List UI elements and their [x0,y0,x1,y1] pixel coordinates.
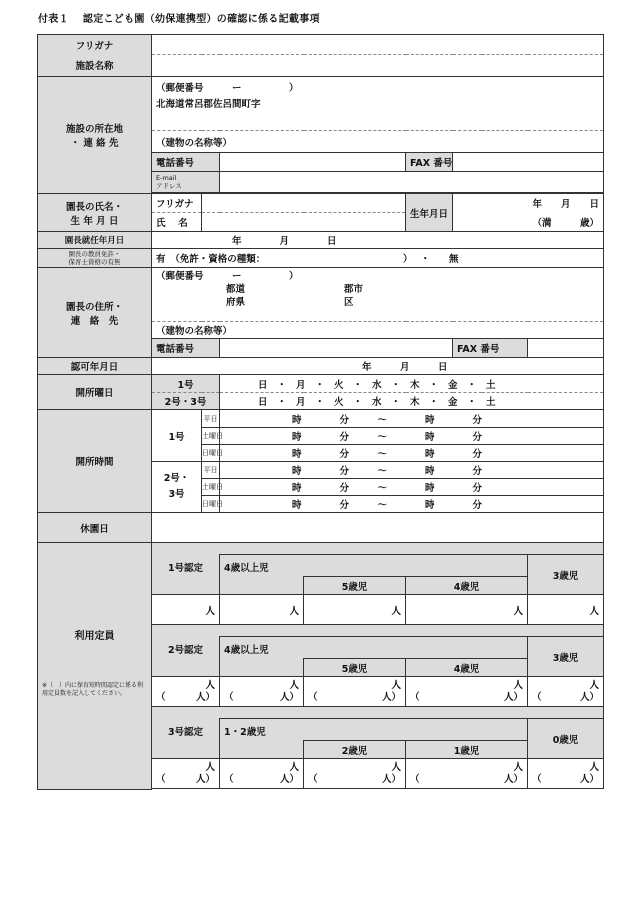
cert1-sub1-label: 5歳児 [304,577,406,595]
cert3-young-field[interactable]: 人 （ 人） [528,759,604,789]
facility-building-field[interactable]: （建物の名称等） [152,131,604,153]
facility-furigana-field[interactable] [152,35,604,55]
director-name-label: 園長の氏名・ 生 年 月 日 [38,194,152,232]
open-hours-label: 開所時間 [38,410,152,513]
hours-sunday-label-2: 日曜日 [202,496,220,513]
cert1-young-field[interactable]: 人 [528,595,604,625]
capacity-label-cell [38,543,152,790]
facility-name-field[interactable] [152,55,604,77]
hours-group2-saturday-field[interactable]: 時 分 ～ 時 分 [220,479,604,496]
director-home-label: 園長の住所・ 連 絡 先 [38,268,152,358]
cert3-group-spacer [220,741,304,759]
hours-group1-weekday-field[interactable]: 時 分 ～ 時 分 [220,410,604,428]
director-home-building-field[interactable]: （建物の名称等） [152,322,604,339]
cert3-sub1-field[interactable]: 人 （ 人） [304,759,406,789]
license-field[interactable]: 有 （免許・資格の種類： ） ・ 無 [152,249,604,268]
cert2-sub1-label: 5歳児 [304,659,406,677]
director-fax-label: FAX 番号 [453,339,528,358]
cert1-sub2-field[interactable]: 人 [406,595,528,625]
city-label: 郡市 区 [344,284,364,308]
cert2-young-field[interactable]: 人 （ 人） [528,677,604,707]
cert2-total-field[interactable]: 人 （ 人） [152,677,220,707]
capacity-spacer-3 [152,707,604,719]
cert2-group-field[interactable]: 人 （ 人） [220,677,304,707]
cert2-group-label: 4歳以上児 [220,637,528,659]
facility-address-label: 施設の所在地 ・ 連 絡 先 [38,77,152,194]
license-label: 園長の教員免許・ 保育士資格の有無 [38,249,152,268]
home-postal-line: （郵便番号 ー ） [156,271,299,282]
capacity-label: 利用定員 [74,631,115,642]
hours-group2-sunday-field[interactable]: 時 分 ～ 時 分 [220,496,604,513]
birth-date-label: 生年月日 [406,194,453,232]
cert3-young-label: 0歳児 [528,719,604,759]
cert3-sub2-field[interactable]: 人 （ 人） [406,759,528,789]
director-home-address-field[interactable] [152,268,604,322]
open-days-type23-label: 2号・3号 [152,393,220,410]
holidays-label: 休園日 [38,513,152,543]
cert1-sub2-label: 4歳児 [406,577,528,595]
facility-email-label: E-mail アドレス [152,172,220,193]
hours-group1-saturday-field[interactable]: 時 分 ～ 時 分 [220,428,604,445]
director-name-field[interactable] [202,213,406,232]
hours-group2-label: 2号・ 3号 [152,462,202,513]
cert2-label: 2号認定 [152,637,220,677]
facility-name-label: 施設名称 [38,55,152,77]
pref-label: 都道 府県 [226,284,246,308]
hours-weekday-label-2: 平日 [202,462,220,479]
birth-date-field[interactable]: 年 月 日 [453,194,604,213]
cert3-sub2-label: 1歳児 [406,741,528,759]
facility-email-field[interactable] [220,172,604,193]
capacity-spacer-1 [152,543,604,555]
director-age-field[interactable]: （満 歳） [453,213,604,232]
cert3-sub1-label: 2歳児 [304,741,406,759]
hours-group1-label: 1号 [152,410,202,462]
postal-code-line: （郵便番号 ー ） [156,83,299,94]
facility-address-field[interactable] [152,77,604,131]
capacity-note: ※（ ）内に保育短時間認定に係る利用定員数を記入してください。 [42,682,144,697]
cert2-young-label: 3歳児 [528,637,604,677]
director-furigana-label: フリガナ [152,194,202,213]
facility-tel-label: 電話番号 [152,153,220,172]
cert1-group-field[interactable]: 人 [220,595,304,625]
hours-group2-weekday-field[interactable]: 時 分 ～ 時 分 [220,462,604,479]
hours-group1-sunday-field[interactable]: 時 分 ～ 時 分 [220,445,604,462]
director-tel-field[interactable] [220,339,453,358]
cert2-sub2-label: 4歳児 [406,659,528,677]
furigana-label: フリガナ [38,35,152,55]
cert1-group-spacer [220,577,304,595]
pref-city-block [156,283,599,309]
capacity-spacer-2 [152,625,604,637]
open-days-label: 開所曜日 [38,375,152,410]
cert1-group-label: 4歳以上児 [220,555,528,577]
director-furigana-field[interactable] [202,194,406,213]
facility-fax-field[interactable] [453,153,604,172]
cert2-group-spacer [220,659,304,677]
cert3-group-label: 1・2歳児 [220,719,528,741]
tenure-date-label: 園長就任年月日 [38,232,152,249]
form-title [38,10,320,25]
form-heading: 認定こども園（幼保連携型）の確認に係る記載事項 [82,14,320,25]
hours-saturday-label: 土曜日 [202,428,220,445]
cert3-group-field[interactable]: 人 （ 人） [220,759,304,789]
address-text: 北海道常呂郡佐呂間町字 [156,99,261,110]
cert1-total-field[interactable]: 人 [152,595,220,625]
cert2-sub1-field[interactable]: 人 （ 人） [304,677,406,707]
facility-fax-label: FAX 番号 [406,153,453,172]
approval-date-label: 認可年月日 [38,358,152,375]
director-fax-field[interactable] [528,339,604,358]
open-days-type1-label: 1号 [152,375,220,393]
cert1-label: 1号認定 [152,555,220,595]
open-days-type1-field[interactable]: 日 ・ 月 ・ 火 ・ 水 ・ 木 ・ 金 ・ 土 [220,375,604,393]
registration-form-table [37,34,604,790]
facility-tel-field[interactable] [220,153,406,172]
cert2-sub2-field[interactable]: 人 （ 人） [406,677,528,707]
cert1-sub1-field[interactable]: 人 [304,595,406,625]
cert3-label: 3号認定 [152,719,220,759]
director-name-field-label: 氏 名 [152,213,202,232]
form-number: 付表１ [38,14,69,25]
tenure-date-field[interactable]: 年 月 日 [152,232,604,249]
hours-saturday-label-2: 土曜日 [202,479,220,496]
approval-date-field[interactable]: 年 月 日 [152,358,604,375]
director-tel-label: 電話番号 [152,339,220,358]
cert1-young-label: 3歳児 [528,555,604,595]
cert3-total-field[interactable]: 人 （ 人） [152,759,220,789]
open-days-type23-field[interactable]: 日 ・ 月 ・ 火 ・ 水 ・ 木 ・ 金 ・ 土 [220,393,604,410]
hours-weekday-label: 平日 [202,410,220,428]
holidays-field[interactable] [152,513,604,543]
hours-sunday-label: 日曜日 [202,445,220,462]
